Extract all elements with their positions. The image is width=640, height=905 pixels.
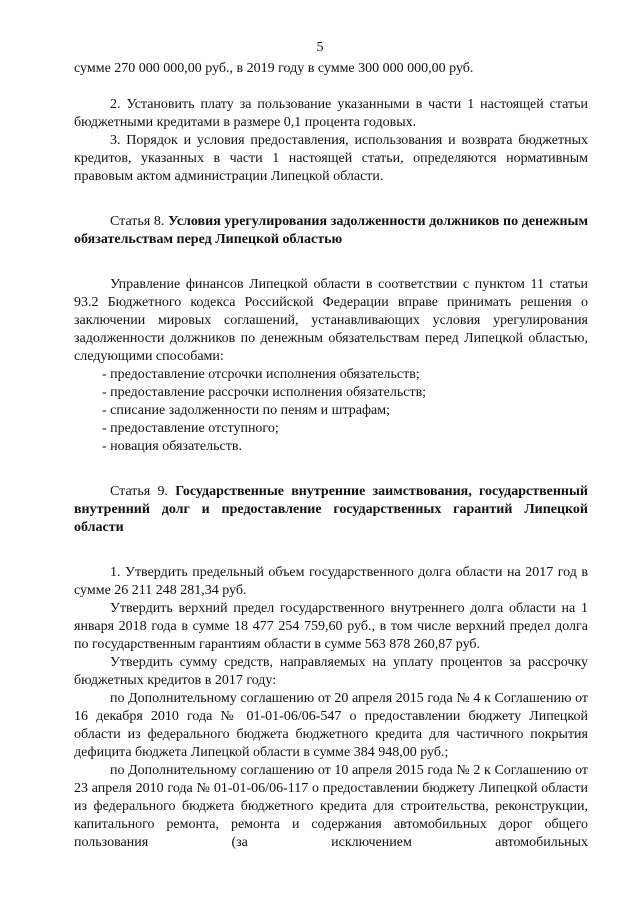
page-number: 5 bbox=[316, 40, 324, 55]
document-body bbox=[74, 60, 588, 852]
article-8-title: Условия урегулирования задолженности должников по денежным обязательствам перед Липецкой областью bbox=[74, 214, 589, 247]
article-9-paragraph-1: 1. Утвердить предельный объем государственного долга области на 2017 год в сумме 26 211 248 281,34 руб. bbox=[74, 565, 588, 598]
paragraph-continued: сумме 270 000 000,00 руб., в 2019 году в сумме 300 000 000,00 руб. bbox=[74, 61, 474, 76]
article-8-paragraph: Управление финансов Липецкой области в соответствии с пунктом 11 статьи 93.2 Бюджетного кодекса Российской Федерации вправе принимать решения о заключении мировых соглашений, устанавливающих условия урегулирования задолженности должников по денежным обязательствам перед Липецкой областью, следующими способами: bbox=[74, 277, 588, 364]
article-9-paragraph-4: по Дополнительному соглашению от 20 апреля 2015 года № 4 к Соглашению от 16 декабря 2010 года № 01-01-06/06-547 о предоставлении бюджету Липецкой области из федерального бюджета бюджетного кредита для частичного покрытия дефицита бюджета Липецкой области в сумме 384 948,00 руб.; bbox=[74, 691, 588, 760]
article-9-paragraph-5: по Дополнительному соглашению от 10 апреля 2015 года № 2 к Соглашению от 23 апреля 2010 года № 01-01-06/06-117 о предоставлении бюджету Липецкой области из федерального бюджета бюджетного кредита для строительства, реконструкции, капитального ремонта, ремонта и содержания автомобильных дорог общего пользования (за исключением автомобильных bbox=[74, 763, 588, 850]
paragraph-item-2: 2. Установить плату за пользование указанными в части 1 настоящей статьи бюджетными кредитами в размере 0,1 процента годовых. bbox=[74, 97, 588, 130]
article-8-heading bbox=[74, 213, 588, 249]
list-item: - новация обязательств. bbox=[102, 439, 242, 454]
article-9-paragraph-2: Утвердить верхний предел государственного внутреннего долга области на 1 января 2018 года в сумме 18 477 254 759,60 руб., в том числе верхний предел долга по государственным гарантиям области в сумме 563 878 260,87 руб. bbox=[74, 601, 588, 652]
list-item: - предоставление отступного; bbox=[102, 421, 279, 436]
list-item: - предоставление рассрочки исполнения обязательств; bbox=[102, 385, 427, 400]
article-9-heading bbox=[74, 483, 588, 537]
list-item: - предоставление отсрочки исполнения обязательств; bbox=[102, 367, 420, 382]
list-item: - списание задолженности по пеням и штрафам; bbox=[102, 403, 390, 418]
paragraph-item-3: 3. Порядок и условия предоставления, использования и возврата бюджетных кредитов, указанных в части 1 настоящей статьи, определяются нормативным правовым актом администрации Липецкой области. bbox=[74, 133, 588, 184]
article-9-title: Государственные внутренние заимствования, государственный внутренний долг и предоставление государственных гарантий Липецкой области bbox=[74, 484, 588, 535]
article-9-paragraph-3: Утвердить сумму средств, направляемых на уплату процентов за рассрочку бюджетных кредитов в 2017 году: bbox=[74, 655, 588, 688]
article-9-prefix: Статья 9. bbox=[110, 484, 168, 499]
article-8-prefix: Статья 8. bbox=[110, 214, 165, 229]
